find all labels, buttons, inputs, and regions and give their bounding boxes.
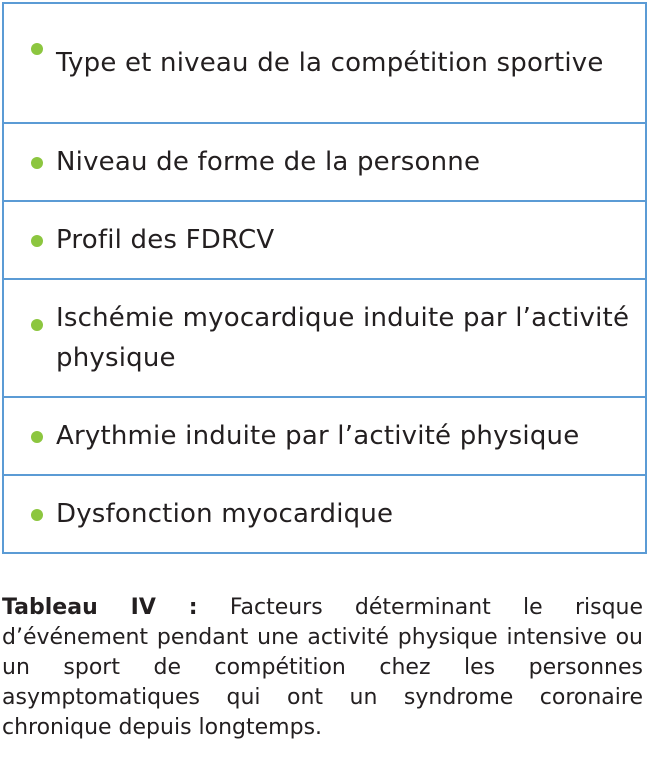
caption-label: Tableau IV : xyxy=(2,595,198,620)
bullet-icon xyxy=(31,235,43,247)
table-row xyxy=(4,474,645,552)
table-row xyxy=(4,200,645,278)
bullet-icon xyxy=(31,509,43,521)
table-row xyxy=(4,278,645,396)
row-text: Ischémie myocardique induite par l’activité physique xyxy=(56,303,630,373)
bullet-icon xyxy=(31,431,43,443)
row-text: Arythmie induite par l’activité physique xyxy=(56,421,580,451)
row-text: Profil des FDRCV xyxy=(56,225,275,255)
row-text: Niveau de forme de la personne xyxy=(56,147,481,177)
table-row xyxy=(4,122,645,200)
table-row xyxy=(4,4,645,122)
row-text: Type et niveau de la compétition sportive xyxy=(56,48,604,78)
row-text: Dysfonction myocardique xyxy=(56,499,394,529)
factors-table xyxy=(2,2,647,554)
bullet-icon xyxy=(31,319,43,331)
table-caption xyxy=(2,593,643,743)
caption-text: Facteurs déterminant le risque d’événement pendant une activité physique intensive ou un sport de compétition chez les personnes asymptomatiques qui ont un syndrome coronaire chronique depuis longtemps. xyxy=(2,595,644,740)
table-row xyxy=(4,396,645,474)
bullet-icon xyxy=(31,43,43,55)
bullet-icon xyxy=(31,157,43,169)
